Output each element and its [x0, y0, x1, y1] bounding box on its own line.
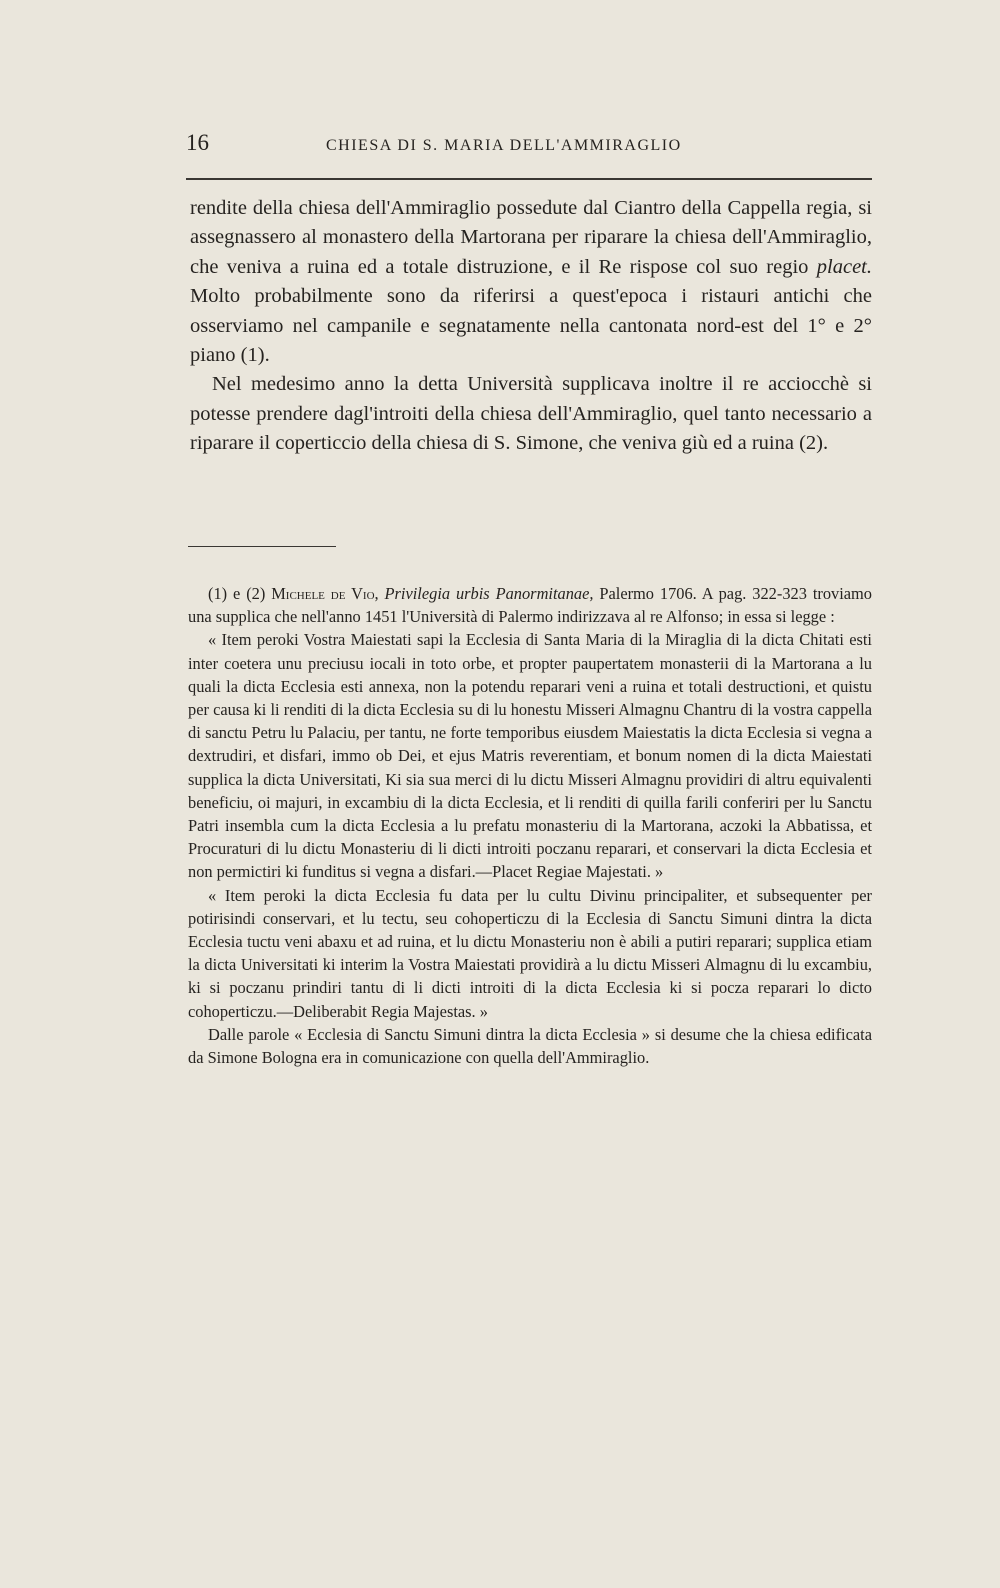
body-paragraph-1: [190, 194, 872, 370]
body-paragraph-2: Nel medesimo anno la detta Università supplicava inoltre il re acciocchè si potesse prendere dagl'introiti della chiesa dell'Ammiraglio, quel tanto necessario a riparare il coperticcio della chiesa di S. Simone, che veniva giù ed a ruina (2).: [190, 373, 872, 455]
header-rule: [186, 178, 872, 180]
paragraph-1-italic: placet.: [816, 255, 872, 278]
running-title: CHIESA DI S. MARIA DELL'AMMIRAGLIO: [326, 137, 682, 154]
footnote-quote-1: « Item peroki Vostra Maiestati sapi la Ecclesia di Santa Maria di la Miraglia di la dicta Chitati esti inter coetera unu preciusu iocali in toto orbe, et propter paupertatem monasterii di la Martorana a lu quali la dicta Ecclesia esti annexa, non la potendu reparari veni a ruina et totali destructioni, et quistu per causa ki li renditi di la dicta Ecclesia su di lu honestu Misseri Almagnu Chantru di la vostra cappella di sanctu Petru lu Palaciu, per tantu, ne forte temporibus eiusdem Maiestatis la dicta Ecclesia si vegna a dextrudiri, et disfari, immo ob Dei, et ejus Matris reverentiam, et bonum nomen di la dicta Maiestati supplica la dicta Universitati, Ki sia sua merci di lu dictu Misseri Almagnu providiri di altru equivalenti beneficiu, oi majuri, in excambiu di la dicta Ecclesia, et li renditi di quilla farili conferiri per lu Sanctu Patri insembla cum la dicta Ecclesia a lu prefatu monasteriu di la Martorana, aczoki la Abbatissa, et Procuraturi di lu dictu Monasteriu di li dicti introiti poczanu reparari, et conservari la dicta Ecclesia et non permictiri ki funditus si vegna a disfari.—Placet Regiae Majestati. »: [188, 630, 872, 882]
footnote-1-text: Palermo 1706. A pag. 322-323 troviamo una supplica che nell'anno 1451 l'Università di Palermo indirizzava al re Alfonso; in essa si legge :: [188, 584, 872, 627]
page-number: 16: [186, 130, 209, 155]
footnote-1: [188, 582, 872, 628]
footnote-marker: (1) e (2): [208, 584, 272, 603]
main-text: [190, 194, 872, 459]
footnote-quote-2: « Item peroki la dicta Ecclesia fu data per lu cultu Divinu principaliter, et subsequenter per potirisindi conservari, et lu tectu, seu cohoperticzu di la Ecclesia di Sanctu Simuni dintra la dicta Ecclesia tuctu veni abaxu et ad ruina, et lu dictu Monasteriu non è abili a putiri reparari; supplica etiam la dicta Universitati ki interim la Vostra Maiestati providirà a lu dictu Misseri Almagnu di lu excambiu, ki si poczanu prindiri tantu di li dicti introiti di la dicta Ecclesia ki si pocza reparari lo dicto cohoperticzu.—Deliberabit Regia Majestas. »: [188, 885, 872, 1021]
paragraph-1-text-continued: Molto probabilmente sono da riferirsi a quest'epoca i ristauri antichi che osserviamo nel campanile e segnatamente nella cantonata nord-est del 1° e 2° piano (1).: [190, 285, 872, 367]
footnote-author: Michele de Vio,: [271, 584, 379, 603]
footnote-rule: [188, 546, 336, 547]
running-header: [186, 130, 872, 164]
footnote-closing: Dalle parole « Ecclesia di Sanctu Simuni dintra la dicta Ecclesia » si desume che la chiesa edificata da Simone Bologna era in comunicazione con quella dell'Ammiraglio.: [188, 1024, 872, 1068]
footnotes: [188, 582, 872, 1069]
footnote-title: Privilegia urbis Panormitanae,: [384, 584, 594, 603]
paragraph-1-text: rendite della chiesa dell'Ammiraglio possedute dal Ciantro della Cappella regia, si assegnassero al monastero della Martorana per riparare la chiesa dell'Ammiraglio, che veniva a ruina ed a totale distruzione, e il Re rispose col suo regio: [190, 197, 872, 278]
